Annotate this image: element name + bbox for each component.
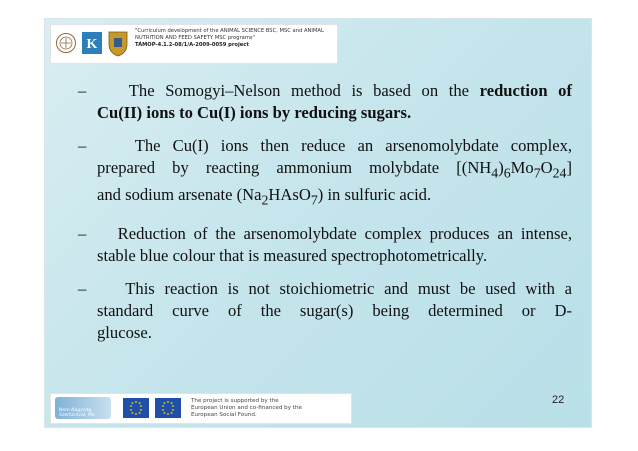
bullet-line (97, 184, 572, 211)
bullet-line (78, 223, 572, 245)
institute-logo-letter: K (86, 37, 98, 52)
bullet-list (58, 80, 572, 355)
formula-part: ] (566, 158, 572, 177)
formula-part: prepared by reacting ammonium molybdate [(NH (97, 158, 492, 177)
bullet-line (78, 80, 572, 102)
bullet-item (58, 135, 572, 212)
formula-part: HAsO (268, 185, 311, 205)
formula-subscript: 24 (552, 165, 567, 181)
project-title-line-1: "Curriculum development of the ANIMAL SCIENCE BSC, MSC and ANIMAL (135, 28, 324, 34)
bullet-item (58, 278, 572, 344)
bullet-line: glucose. (97, 322, 152, 342)
bullet-text: This reaction is not stoichiometric and must be used with a (125, 278, 572, 298)
project-title-line-2: NUTRITION AND FEED SAFETY MSC programs" (135, 34, 256, 41)
bullet-line: Cu(II) ions to Cu(I) ions by reducing sugars. (97, 103, 412, 122)
bullet-text: The Somogyi–Nelson method is based on the (128, 81, 480, 100)
bullet-item (58, 80, 572, 124)
funding-notice-line: European Social Found. (191, 412, 257, 418)
institute-logo-icon (81, 28, 103, 58)
formula-subscript: 6 (503, 165, 511, 181)
formula-part: ) (498, 158, 504, 177)
hungary-development-logo-text: Nem Nagyság, Szertárával, Ma (59, 408, 95, 418)
bullet-dash: – (78, 223, 87, 243)
header-banner (50, 24, 338, 64)
hungary-development-logo (55, 397, 111, 419)
formula-part: O (540, 158, 553, 177)
formula-subscript: 7 (533, 165, 541, 181)
formula-part: ) in sulfuric acid. (317, 185, 432, 205)
bullet-item (58, 223, 572, 267)
formula-subscript: 4 (491, 165, 499, 181)
crest-icon (107, 28, 129, 58)
formula-part: Mo (510, 158, 534, 177)
project-title (135, 28, 335, 49)
formula-subscript: 7 (310, 192, 318, 208)
bullet-dash: – (78, 81, 87, 100)
bullet-dash: – (78, 136, 87, 155)
bullet-line (97, 157, 572, 184)
eu-flag-icon (123, 398, 149, 418)
formula-part: and sodium arsenate (Na (97, 185, 262, 205)
page-number: 22 (552, 394, 565, 406)
funding-notice-line: European Union and co-financed by the (191, 405, 302, 411)
project-code: TÁMOP-4.1.2-08/1/A-2009-0059 project (135, 42, 249, 49)
eu-flag-icon (155, 398, 181, 418)
bullet-line (78, 278, 572, 300)
bullet-bold-text: reduction of (479, 81, 572, 100)
bullet-line: stable blue colour that is measured spectrophotometrically. (97, 245, 488, 265)
bullet-text: Reduction of the arsenomolybdate complex produces an intense, (117, 223, 572, 243)
funding-notice-line: The project is supported by the (191, 398, 279, 404)
bullet-dash: – (78, 278, 87, 298)
bullet-line: standard curve of the sugar(s) being determined or D- (97, 300, 572, 320)
slide (44, 18, 592, 428)
university-seal-icon (55, 28, 77, 58)
bullet-line (78, 135, 572, 157)
funding-notice (191, 398, 347, 419)
footer-banner (50, 393, 352, 424)
bullet-text: The Cu(I) ions then reduce an arsenomolybdate complex, (134, 136, 573, 155)
formula-subscript: 2 (261, 192, 269, 208)
